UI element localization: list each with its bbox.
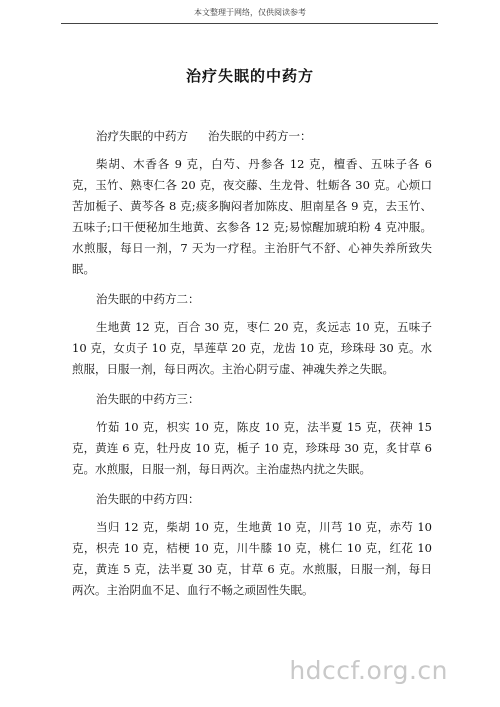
prescription-4-heading: 治失眠的中药方四：: [96, 492, 200, 506]
site-watermark: hdccf.org.cn: [289, 656, 448, 685]
prescription-3-heading: 治失眠的中药方三：: [96, 392, 200, 406]
document-title: 治疗失眠的中药方: [185, 67, 314, 85]
prescription-2-text: 生地黄 12 克，百合 30 克，枣仁 20 克，炙远志 10 克，五味子 10 克，女贞子 10 克，旱莲草 20 克，龙齿 10 克，珍珠母 30 克。水煎服，日服一剂，每日两次。主治心阴亏虚、神魂失养之失眠。: [72, 320, 432, 376]
prescription-1-text: 柴胡、木香各 9 克，白芍、丹参各 12 克，檀香、五味子各 6 克，玉竹、熟枣仁各 20 克，夜交藤、生龙骨、牡蛎各 30 克。心烦口苦加栀子、黄芩各 8 克;痰多胸闷者加陈皮、胆南星各 9 克，去玉竹、五味子;口干便秘加生地黄、玄参各 12 克;易惊醒加琥珀粉 4 克冲服。水煎服，每日一剂，7 天为一疗程。主治肝气不舒、心神失养所致失眠。: [72, 157, 432, 276]
intro-subheading: 治失眠的中药方一：: [208, 129, 312, 143]
prescription-4-text: 当归 12 克，柴胡 10 克，生地黄 10 克，川芎 10 克，赤芍 10 克，枳壳 10 克，桔梗 10 克，川牛膝 10 克，桃仁 10 克，红花 10 克，黄连 5 克，法半夏 30 克，甘草 6 克。水煎服，日服一剂，每日两次。主治阴血不足、血行不畅之顽固性失眠。: [72, 520, 432, 597]
prescription-3-text: 竹茹 10 克，枳实 10 克，陈皮 10 克，法半夏 15 克，茯神 15 克，黄连 6 克，牡丹皮 10 克，栀子 10 克，珍珠母 30 克，炙甘草 6 克。水煎服，日服一剂，每日两次。主治虚热内扰之失眠。: [72, 420, 432, 476]
prescription-2-heading: 治失眠的中药方二：: [96, 292, 200, 306]
header-divider: [61, 23, 438, 24]
document-body: [72, 126, 432, 601]
header-note: 本文整理于网络，仅供阅读参考: [194, 8, 306, 17]
intro-heading: 治疗失眠的中药方: [96, 129, 188, 143]
intro-line: [72, 126, 432, 146]
